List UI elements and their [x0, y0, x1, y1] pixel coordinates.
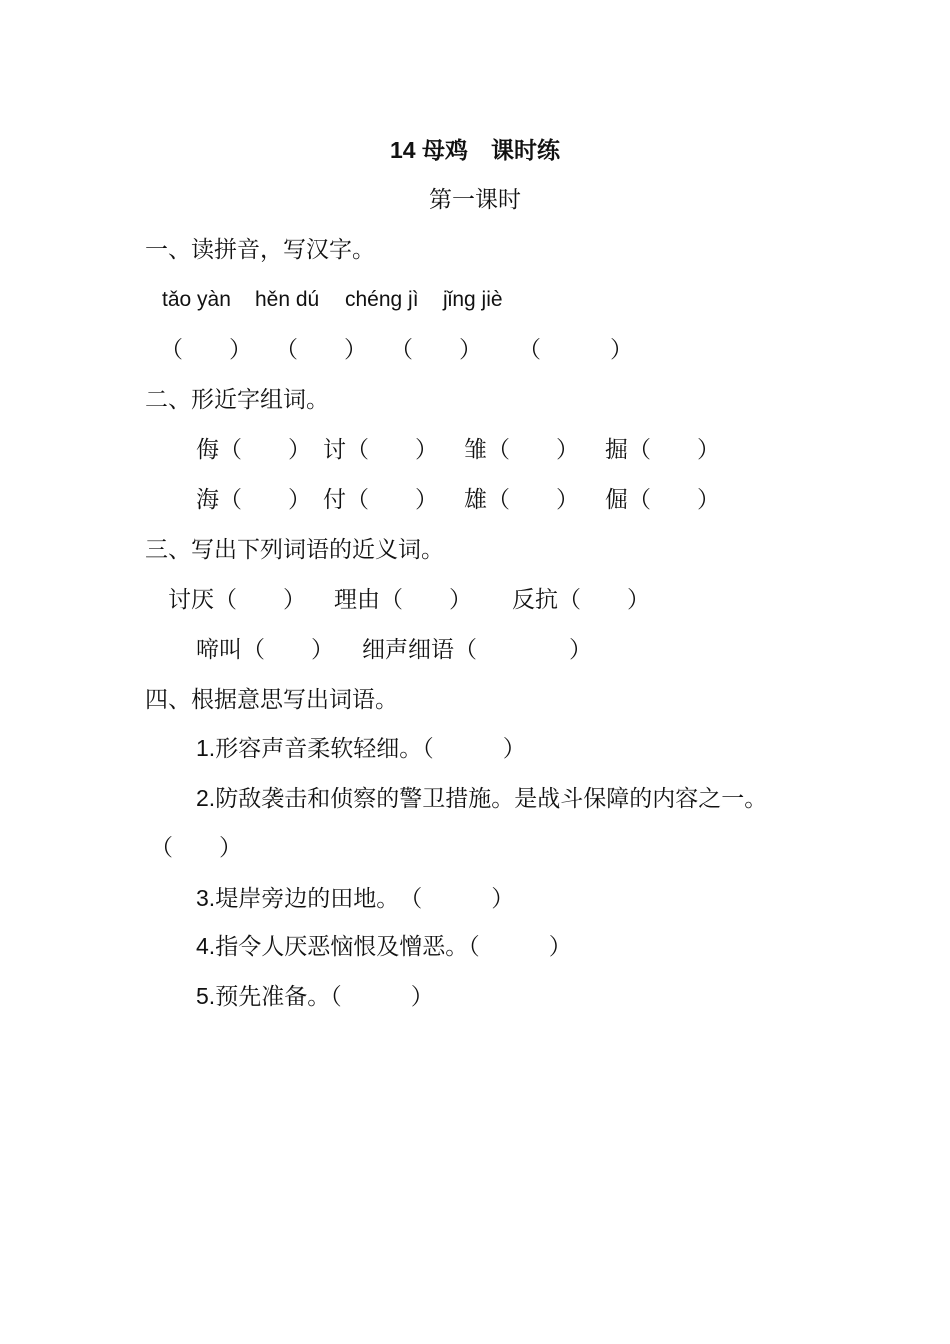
- answer-blank-2: （ ）: [275, 337, 367, 363]
- item-text: 形容声音柔软轻细。（ ）: [215, 736, 526, 762]
- item-text: 预先准备。（ ）: [215, 984, 434, 1010]
- synonym-item: 反抗（ ）: [512, 587, 650, 613]
- item-number: 4.: [196, 933, 216, 959]
- word-item: 付（ ）: [323, 487, 438, 513]
- page-title: 14 母鸡 课时练: [390, 137, 560, 163]
- word-item: 讨（ ）: [323, 437, 438, 463]
- section3-heading: 三、写出下列词语的近义词。: [145, 537, 444, 563]
- section1-heading: 一、读拼音，写汉字。: [145, 237, 375, 263]
- answer-blank-3: （ ）: [390, 337, 482, 363]
- answer-blank-1: （ ）: [160, 337, 252, 363]
- definition-item-4: [196, 931, 572, 962]
- item-number: 1.: [196, 735, 216, 761]
- definition-item-5: [196, 981, 434, 1012]
- pinyin-2: hěn dú: [255, 288, 320, 311]
- item-text: （ ）: [150, 835, 242, 861]
- answer-blank-4: （ ）: [518, 337, 633, 363]
- definition-item-2: [196, 783, 767, 814]
- item-text: 堤岸旁边的田地。 （ ）: [215, 886, 515, 912]
- definition-item-1: [196, 733, 526, 764]
- item-text: 指令人厌恶恼恨及憎恶。（ ）: [215, 934, 572, 960]
- synonym-item: 理由（ ）: [334, 587, 472, 613]
- item-number: 2.: [196, 785, 216, 811]
- pinyin-4: jǐng jiè: [443, 288, 503, 311]
- word-item: 掘（ ）: [605, 437, 720, 463]
- word-item: 海（ ）: [196, 487, 311, 513]
- synonym-item: 细声细语（ ）: [362, 637, 592, 663]
- lesson-subtitle: 第一课时: [429, 187, 521, 213]
- item-number: 3.: [196, 885, 216, 911]
- synonym-item: 啼叫（ ）: [196, 637, 334, 663]
- definition-item-2-blank: [150, 833, 242, 863]
- item-number: 5.: [196, 983, 216, 1009]
- definition-item-3: [196, 883, 514, 914]
- section4-heading: 四、根据意思写出词语。: [145, 687, 398, 713]
- word-item: 倔（ ）: [605, 487, 720, 513]
- pinyin-1: tǎo yàn: [162, 288, 231, 311]
- word-item: 侮（ ）: [196, 437, 311, 463]
- section2-heading: 二、形近字组词。: [145, 387, 329, 413]
- synonym-item: 讨厌（ ）: [168, 587, 306, 613]
- word-item: 雄（ ）: [464, 487, 579, 513]
- word-item: 雏（ ）: [464, 437, 579, 463]
- item-text: 防敌袭击和侦察的警卫措施。是战斗保障的内容之一。: [215, 786, 768, 812]
- pinyin-3: chéng jì: [345, 288, 419, 311]
